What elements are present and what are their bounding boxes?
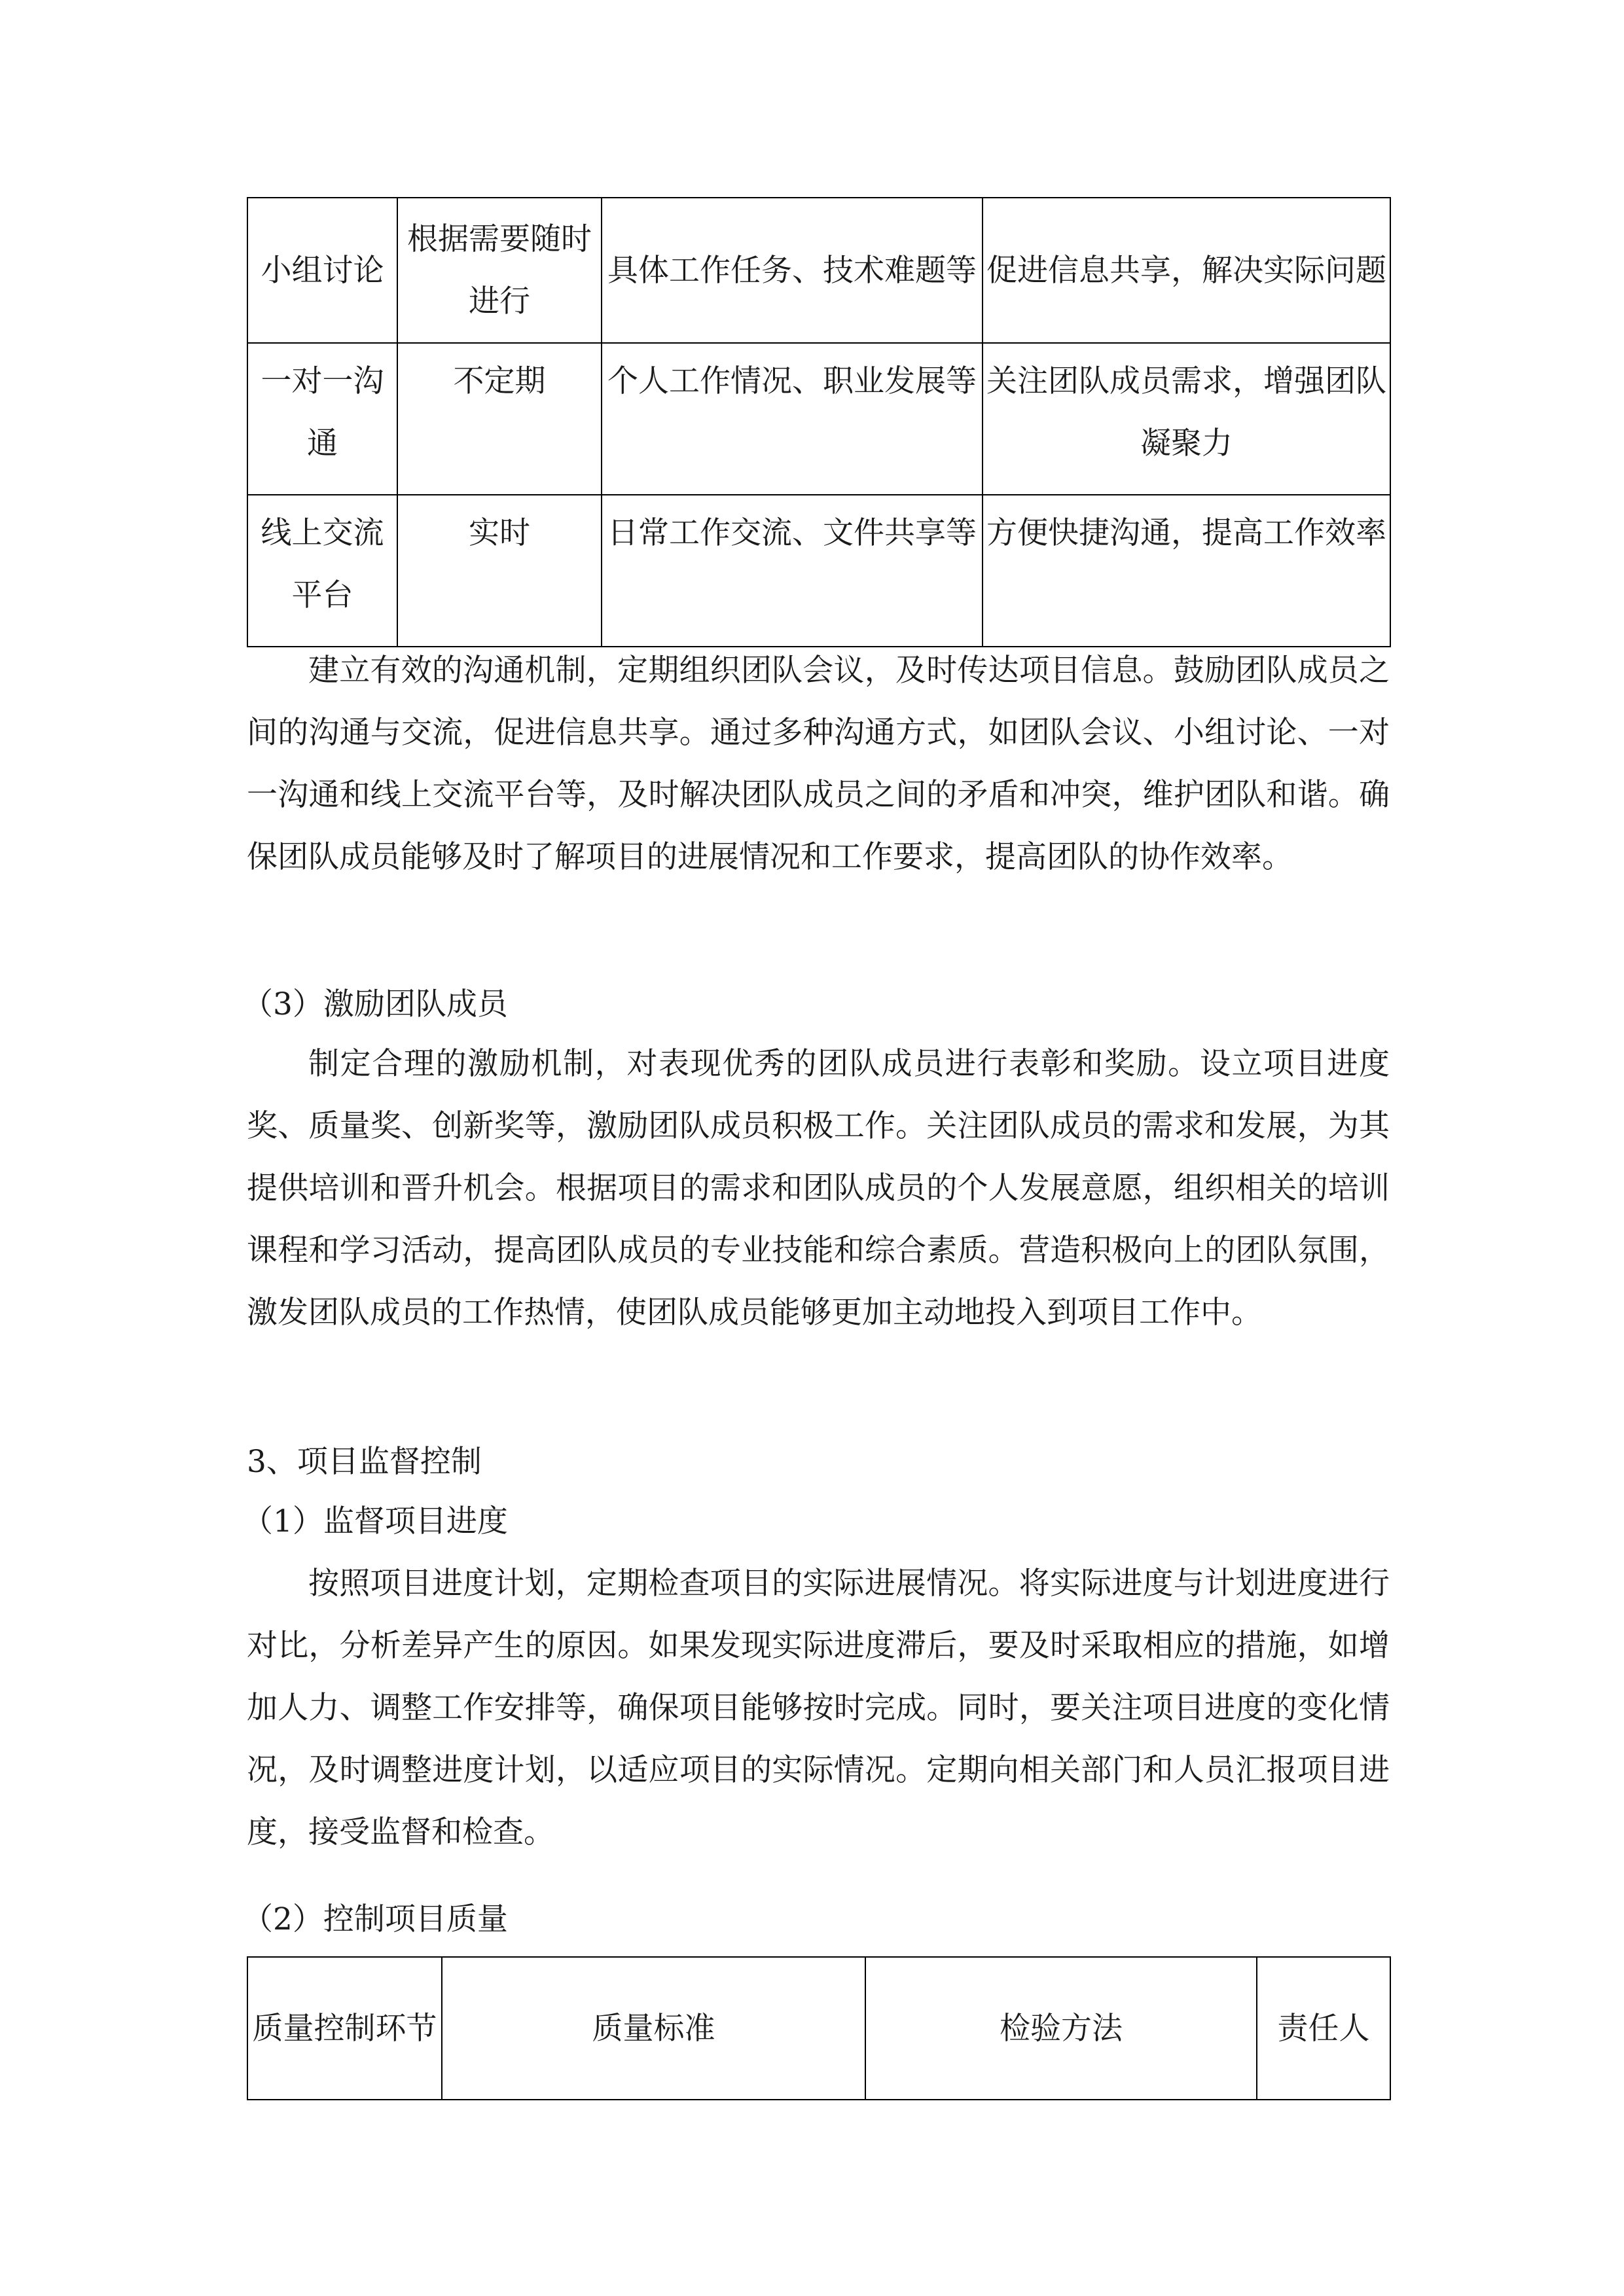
paragraph-communication: 建立有效的沟通机制，定期组织团队会议，及时传达项目信息。鼓励团队成员之间的沟通与交流，促进信息共享。通过多种沟通方式，如团队会议、小组讨论、一对一沟通和线上交流平台等，及时解决团队成员之间的矛盾和冲突，维护团队和谐。确保团队成员能够及时了解项目的进展情况和工作要求，提高团队的协作效率。 [247, 653, 1390, 875]
table-header-cell: 质量控制环节 [247, 1957, 442, 2100]
quality-control-table [247, 1956, 1391, 2100]
table-header-cell: 质量标准 [442, 1957, 865, 2100]
heading-incentive: （3）激励团队成员 [242, 986, 508, 1022]
table-cell-frequency: 实时 [397, 495, 602, 647]
table-header-cell: 检验方法 [865, 1957, 1257, 2100]
table-cell-purpose: 关注团队成员需求，增强团队凝聚力 [983, 343, 1390, 495]
table-row [247, 495, 1390, 647]
table-cell-content: 日常工作交流、文件共享等 [602, 495, 983, 647]
table-cell-method: 小组讨论 [247, 198, 397, 343]
heading-section-3: 3、项目监督控制 [247, 1444, 482, 1480]
heading-quality: （2）控制项目质量 [242, 1901, 508, 1937]
communication-methods-table [247, 197, 1391, 647]
table-cell-purpose: 促进信息共享，解决实际问题 [983, 198, 1390, 343]
table-header-cell: 责任人 [1257, 1957, 1390, 2100]
table-cell-method: 线上交流平台 [247, 495, 397, 647]
paragraph-incentive: 制定合理的激励机制，对表现优秀的团队成员进行表彰和奖励。设立项目进度奖、质量奖、创新奖等，激励团队成员积极工作。关注团队成员的需求和发展，为其提供培训和晋升机会。根据项目的需求和团队成员的个人发展意愿，组织相关的培训课程和学习活动，提高团队成员的专业技能和综合素质。营造积极向上的团队氛围，激发团队成员的工作热情，使团队成员能够更加主动地投入到项目工作中。 [247, 1046, 1390, 1331]
table-cell-frequency: 根据需要随时进行 [397, 198, 602, 343]
table-cell-method: 一对一沟通 [247, 343, 397, 495]
table-row [247, 343, 1390, 495]
paragraph-progress: 按照项目进度计划，定期检查项目的实际进展情况。将实际进度与计划进度进行对比，分析差异产生的原因。如果发现实际进度滞后，要及时采取相应的措施，如增加人力、调整工作安排等，确保项目能够按时完成。同时，要关注项目进度的变化情况，及时调整进度计划，以适应项目的实际情况。定期向相关部门和人员汇报项目进度，接受监督和检查。 [247, 1566, 1390, 1850]
table-header-row [247, 1957, 1390, 2100]
table-row [247, 198, 1390, 343]
table-cell-frequency: 不定期 [397, 343, 602, 495]
table-cell-content: 具体工作任务、技术难题等 [602, 198, 983, 343]
table-cell-purpose: 方便快捷沟通，提高工作效率 [983, 495, 1390, 647]
table-cell-content: 个人工作情况、职业发展等 [602, 343, 983, 495]
heading-progress: （1）监督项目进度 [242, 1503, 508, 1539]
